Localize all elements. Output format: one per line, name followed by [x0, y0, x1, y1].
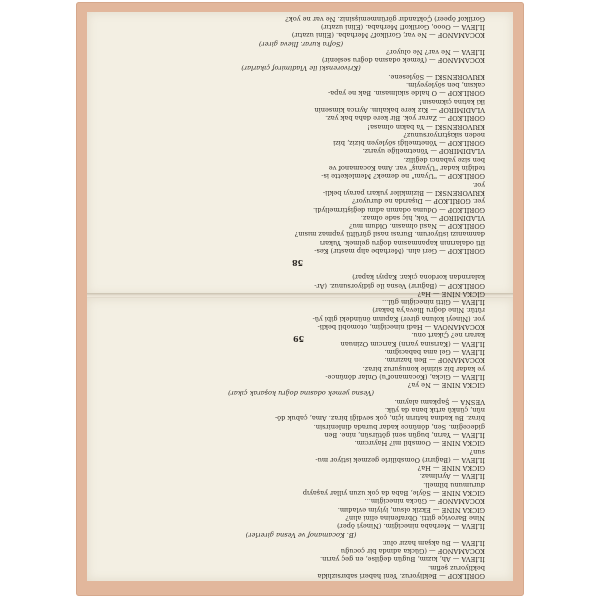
text-line: nün, çünkü artık bana da yük. — [384, 406, 485, 415]
text-line: KRIVORENSKI — Bizimkiler yukarı parayı bekli- — [322, 188, 485, 197]
text-line: İLİEVA — Oooo, Gorilkof! Merhaba. (Elini uzatır) — [320, 22, 485, 31]
text-line: ye kadar biz sizinle konuşuruz biraz. — [362, 364, 485, 373]
text-line: İLİEVA — (Bağırır) Oomsbilirle gezmek istiyor mu- — [315, 455, 485, 464]
text-line: GORİLKOP — Yönetmeliği söyleyen biziz, bizi — [333, 139, 485, 148]
text-line: bekliyoruz şefim. — [427, 563, 485, 572]
text-line: GORİLKOP — "Uyanı" ne demek? Memlekette is- — [321, 172, 485, 181]
text-line: KOCAMANOF — Ne var, Gorilkof? Merhaba. (Elini uzatır) — [291, 31, 485, 40]
text-line: yor. (Nineyi koluna girer) Kapının önündeki gibi yü- — [312, 314, 485, 323]
text-line: GICKA NINE — Ekzik olsun, iyiyim evladım. — [337, 505, 485, 514]
text-line: GORİLKOP — (Bağırır) Vesna ile gidiyorsunuz. (Ar- — [314, 281, 485, 290]
text-line: kararı ne? Çıkart onu. — [411, 331, 485, 340]
text-line: VLADIMIROP — Yok, hiç sade olmaz. — [360, 213, 485, 222]
text-line: caksın, ben söyleyeyim. — [406, 81, 485, 90]
text-line: İLİEVA — Yarın, bugün seni götürsün, nine. Ben — [324, 430, 485, 439]
text-line: KRIVORENSKI — Söylesene. — [388, 72, 485, 81]
text-line: yer. GORİLKOP — Dışarıda ne duruyor? — [352, 197, 485, 206]
text-line: GİCKA NİNE — Ha? — [417, 289, 485, 298]
left-page-text — [105, 14, 497, 255]
text-line: İLİEVA — Ah, kızım, Bugün değilse, en geç yarın. — [320, 555, 485, 564]
text-line: GORİLKOP — O halde sıkılmasın. Bak ne yapa- — [328, 89, 485, 98]
text-line: GICKA NINE — Oomsbil mi? Hayırcım. — [354, 439, 485, 448]
text-line: neden sıkıştırıyorsunuz? — [403, 130, 485, 139]
text-line: GICKA NINE — Söyle, Baba da çok uzun yıllar yaşayıp — [302, 489, 485, 498]
text-line: (Krivorenski ile Vladimirof çıkarlar) — [241, 64, 361, 73]
left-page-number: 58 — [292, 258, 304, 268]
text-line: KRIVORENSKI — Ya bakın olmasa! — [367, 122, 485, 131]
text-line: GORİLKOP — Nasıl olmasın. Oldum mu? — [349, 222, 485, 231]
text-line: (Sofra kurar. İlieva girer) — [258, 39, 344, 48]
text-line: GORİLKOP — Oduma odamın adını değiştirmeliydi. — [313, 205, 485, 214]
text-line: KOCAMANOF — (Gücka adında bir çocuğu — [340, 547, 485, 556]
text-line: ilti odalarının kapanmasına doğru gelmek. Yukarı — [319, 238, 485, 247]
text-line: İLİEVA — Gicka, (Kocamanof'u) Onlar dönünce- — [325, 372, 485, 381]
text-line: (B. Kocamanof ve Vesna girerler) — [245, 530, 357, 539]
text-line: KOCAMANOF — (Yemek odasına doğru seslenir) — [321, 56, 485, 65]
text-line: İLİEVA — Gitti nineciğim gül... — [382, 298, 485, 307]
text-line: VLADIMIROP — Kız kere bakalım. Ayrıca kimsenin — [314, 105, 485, 114]
text-line: biraz. Bu kadına hatırın için, çok sevdiği biraz. Ama, çabuk dö- — [274, 414, 485, 423]
text-line: KOCAMANOF — Ben hazırım. — [384, 356, 485, 365]
text-line: İLİEVA — Gel ama babacığım. — [384, 347, 485, 356]
text-line: Gorilkof öpeer) Çoktandır görünmemişsiniz. Ne var ne yok? — [285, 14, 485, 23]
text-line: İLİEVA — Ayrılmaz. — [419, 472, 485, 481]
text-line: İLİEVA — Merhaba nineciğim. (Nineyi öper) — [337, 522, 485, 531]
text-line: İLİEVA — Ne var? Ne oluyor? — [386, 47, 485, 56]
text-line: kalarından kordona çıkar. Kapıyı kapar) — [352, 273, 485, 282]
text-line: GORİLKOP — Zarar yok. Bir kere daha bak yaz. — [325, 114, 485, 123]
text-line: rütür. Nine doğru İlieva'ya bakar) — [372, 306, 485, 315]
text-line: ben size yabancı değiliz. — [403, 155, 485, 164]
text-line: KOCAMANOF — Gücka nineciğim... — [364, 497, 485, 506]
text-line: (Vesna yemek odasına doğru koşarak çıkar) — [228, 389, 374, 398]
text-line: iki katına çıkmasın! — [419, 97, 485, 106]
text-line: İLİEVA — (Karısına yarın) Karıcım Ozinuan — [340, 339, 485, 348]
text-line: sun? — [469, 447, 485, 456]
text-line: VLADIMIROP — Yönetmeliğe uyarız. — [362, 147, 485, 156]
right-page-number: 59 — [293, 334, 305, 344]
text-line: Nine Baroviçe gitti. Obrafenina elini alın? — [345, 513, 485, 522]
text-line: yor. — [472, 180, 485, 189]
text-line: VESNA — Şapkamı alayım. — [394, 397, 485, 406]
text-line: gideceğim. Sen, dönünce kadar burada dinlenirsin. — [313, 422, 485, 431]
text-line: KOCAMANOVA — Hadi nineciğim, otomobil bekli- — [317, 323, 485, 332]
text-line: GORİLKOP — Bekliyoruz. Yeni haberi sabırsızlıkla — [317, 572, 485, 580]
text-line: GICKA NINE — Ne ya? — [407, 381, 485, 390]
text-line: danmanızı istiyorum. Burası nasıl gürültü yapmaz mısın? — [294, 230, 485, 239]
text-line: durumunu bilmeli. — [423, 480, 485, 489]
text-line: tediğin kadar "Uyanış" var. Ama Kocamanof ve — [328, 164, 485, 173]
text-line: GICKA NINE — Ha? — [417, 464, 485, 473]
text-line: İLİEVA — Bu akşam hazır olur. — [382, 538, 485, 547]
text-line: GORİLKOP — Geri alın. (Merhabe alıp mastır) Kes- — [314, 247, 485, 255]
